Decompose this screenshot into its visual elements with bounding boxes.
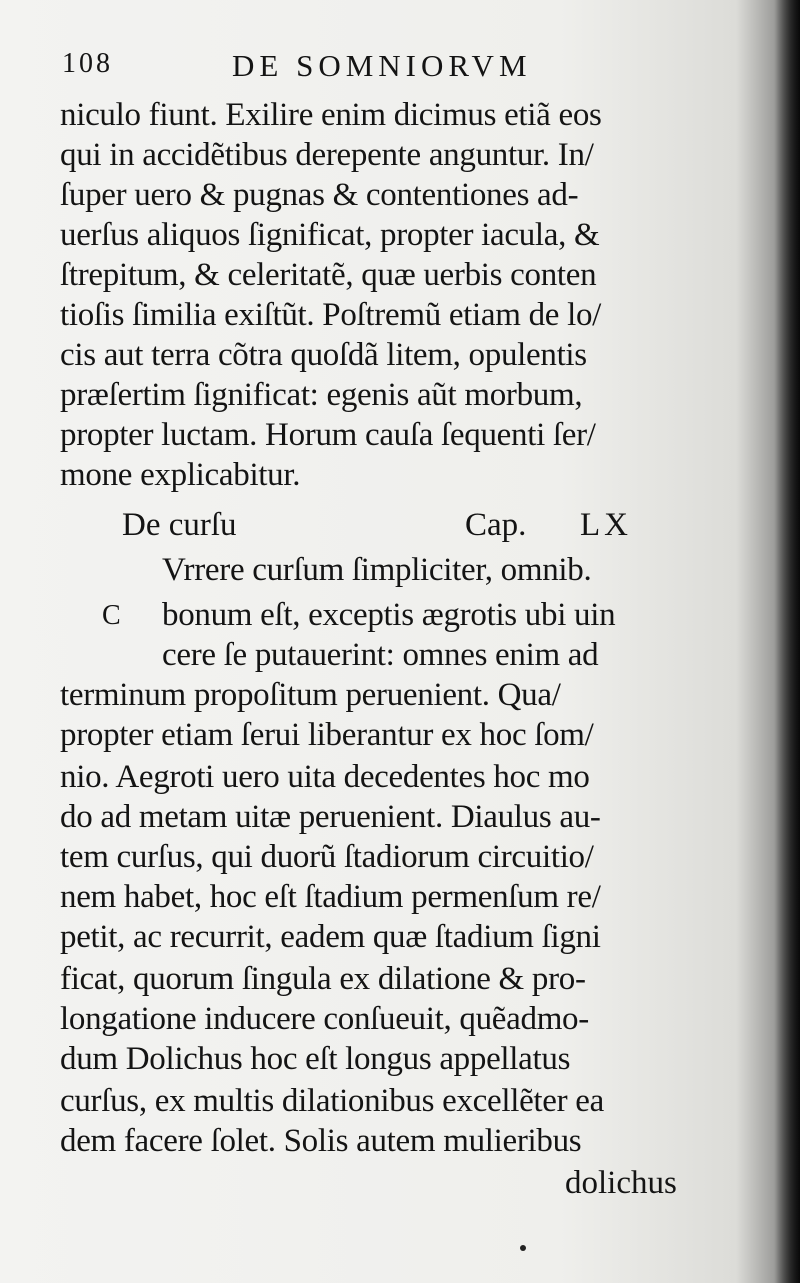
chapter-number: LX xyxy=(580,507,632,543)
text-line: ſuper uero & pugnas & contentiones ad- xyxy=(60,177,579,213)
guide-letter: C xyxy=(102,600,121,631)
text-line: dem facere ſolet. Solis autem mulieribus xyxy=(60,1123,582,1159)
chapter-label: Cap. xyxy=(465,507,527,543)
text-line: cis aut terra cõtra quoſdã litem, opulentis xyxy=(60,337,587,373)
text-line: nem habet, hoc eſt ſtadium permenſum re/ xyxy=(60,879,601,915)
text-line: petit, ac recurrit, eadem quæ ſtadium ſigni xyxy=(60,919,601,955)
text-line: terminum propoſitum peruenient. Qua/ xyxy=(60,677,561,713)
text-line: propter luctam. Horum cauſa ſequenti ſer/ xyxy=(60,417,596,453)
ink-speck xyxy=(520,1245,526,1251)
text-line: do ad metam uitæ peruenient. Diaulus au- xyxy=(60,799,601,835)
text-line: tioſis ſimilia exiſtũt. Poſtremũ etiam de lo/ xyxy=(60,297,602,333)
text-line: præſertim ſignificat: egenis aũt morbum, xyxy=(60,377,583,413)
text-line: propter etiam ſerui liberantur ex hoc ſom/ xyxy=(60,717,594,753)
text-line: curſus, ex multis dilationibus excellẽter ea xyxy=(60,1083,604,1119)
text-line: tem curſus, qui duorũ ſtadiorum circuitio/ xyxy=(60,839,594,875)
text-line: longatione inducere conſueuit, quẽadmo- xyxy=(60,1001,589,1037)
text-line: ficat, quorum ſingula ex dilatione & pro- xyxy=(60,961,586,997)
folio-number: 108 xyxy=(62,48,113,79)
page-header xyxy=(62,48,622,88)
gutter-shadow xyxy=(774,0,800,1283)
catchword: dolichus xyxy=(565,1165,677,1201)
text-line: uerſus aliquos ſignificat, propter iacula, & xyxy=(60,217,600,253)
text-line: bonum eſt, exceptis ægrotis ubi uin xyxy=(162,597,616,633)
text-line: Vrrere curſum ſimpliciter, omnib. xyxy=(162,552,592,588)
running-head: DE SOMNIORVM xyxy=(232,48,532,83)
text-line: ſtrepitum, & celeritatẽ, quæ uerbis conten xyxy=(60,257,597,293)
chapter-heading xyxy=(60,505,710,545)
text-line: dum Dolichus hoc eſt longus appellatus xyxy=(60,1041,571,1077)
text-line: cere ſe putauerint: omnes enim ad xyxy=(162,637,599,673)
text-line: mone explicabitur. xyxy=(60,457,301,493)
chapter-title: De curſu xyxy=(122,507,237,543)
text-line: qui in accidẽtibus derepente anguntur. In/ xyxy=(60,137,594,173)
text-line: nio. Aegroti uero uita decedentes hoc mo xyxy=(60,759,590,795)
text-line: niculo fiunt. Exilire enim dicimus etiã eos xyxy=(60,97,602,133)
